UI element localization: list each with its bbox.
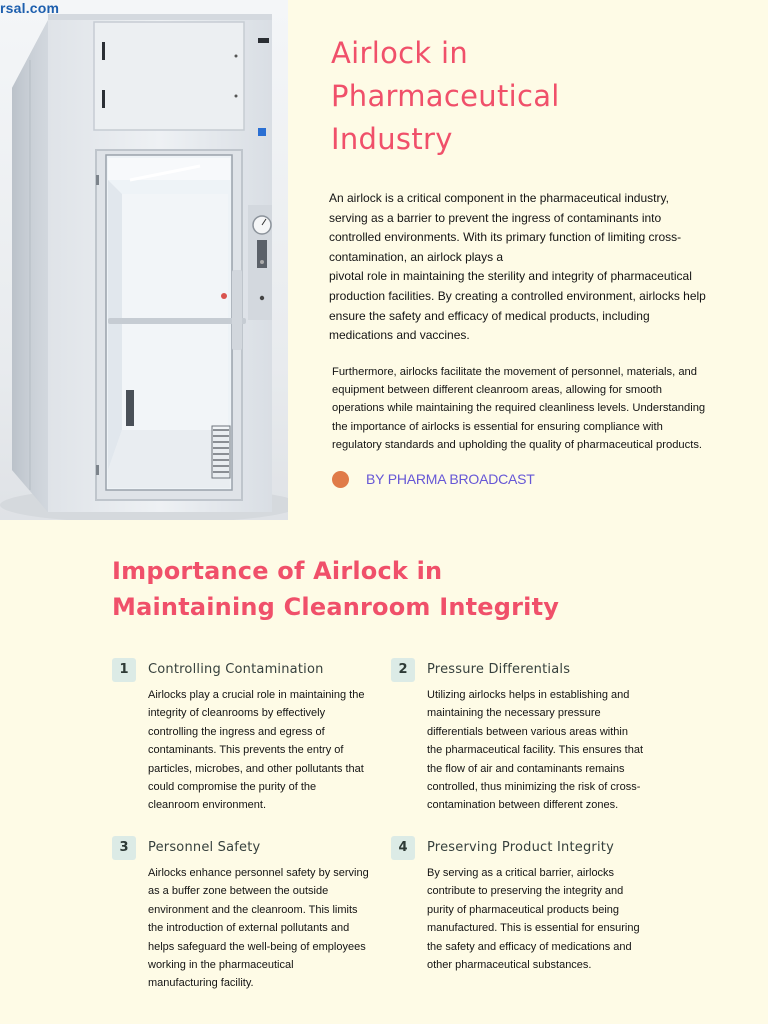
card-heading: Pressure Differentials xyxy=(427,662,571,677)
text-line: particles, microbes, and other pollutants that xyxy=(148,762,364,775)
second-paragraph xyxy=(332,363,732,454)
text-line: equipment between different cleanroom areas, allowing for smooth xyxy=(332,384,663,397)
text-line: working in the pharmaceutical xyxy=(148,959,294,972)
text-line: serving as a barrier to prevent the ingress of contaminants into xyxy=(329,210,662,225)
text-line: controlled, thus minimizing the risk of cross- xyxy=(427,781,641,794)
text-line: the safety and efficacy of medications and xyxy=(427,940,632,953)
text-line: contaminants. This prevents the entry of xyxy=(148,744,344,757)
text-line: contamination, an airlock plays a xyxy=(329,249,504,264)
text-line: environment and the cleanroom. This limits xyxy=(148,903,358,916)
page-title-line: Industry xyxy=(331,122,453,156)
number-badge: 2 xyxy=(391,658,415,682)
card-body xyxy=(427,864,677,974)
section-title-line: Importance of Airlock in xyxy=(112,557,443,585)
page-title-line: Airlock in xyxy=(331,36,469,70)
section-title xyxy=(112,553,732,625)
number-badge: 1 xyxy=(112,658,136,682)
text-line: the flow of air and contaminants remains xyxy=(427,762,625,775)
number-badge: 3 xyxy=(112,836,136,860)
card-body xyxy=(148,864,398,993)
text-line: manufactured. This is essential for ensuring xyxy=(427,922,640,935)
text-line: the pharmaceutical facility. This ensures that xyxy=(427,744,644,757)
text-line: the introduction of external pollutants and xyxy=(148,922,350,935)
card-heading: Preserving Product Integrity xyxy=(427,840,614,855)
text-line: could compromise the purity of the xyxy=(148,781,317,794)
text-line: medications and vaccines. xyxy=(329,328,470,343)
text-line: helps safeguard the well-being of employees xyxy=(148,940,366,953)
text-line: Furthermore, airlocks facilitate the movement of personnel, materials, and xyxy=(332,366,697,378)
card-heading: Controlling Contamination xyxy=(148,662,324,677)
byline-text: BY PHARMA BROADCAST xyxy=(366,471,535,487)
text-line: cleanroom environment. xyxy=(148,799,267,812)
text-line: operations while maintaining the required cleanliness levels. Understanding xyxy=(332,402,706,415)
section-title-line: Maintaining Cleanroom Integrity xyxy=(112,593,560,621)
byline xyxy=(332,469,535,489)
text-line: integrity of cleanrooms by effectively xyxy=(148,707,326,720)
text-line: as a buffer zone between the outside xyxy=(148,885,329,898)
feature-card-preserving-product-integrity xyxy=(398,838,677,974)
card-body xyxy=(427,686,677,815)
feature-card-controlling-contamination xyxy=(119,660,398,815)
card-heading: Personnel Safety xyxy=(148,840,261,855)
text-line: contamination between different zones. xyxy=(427,799,619,812)
feature-card-personnel-safety xyxy=(119,838,398,993)
text-line: Airlocks play a crucial role in maintaining the xyxy=(148,689,365,701)
text-line: regulatory standards and upholding the quality of pharmaceutical products. xyxy=(332,438,703,451)
text-line: contribute to preserving the integrity and xyxy=(427,885,624,898)
page-title xyxy=(331,32,751,161)
text-line: controlling the ingress and egress of xyxy=(148,725,325,738)
bullet-dot-icon xyxy=(332,471,349,488)
number-badge: 4 xyxy=(391,836,415,860)
text-line: Airlocks enhance personnel safety by serving xyxy=(148,867,369,879)
text-line: the importance of airlocks is essential for ensuring compliance with xyxy=(332,420,663,433)
text-line: ensure the safety and efficacy of medical products, including xyxy=(329,308,650,323)
text-line: other pharmaceutical substances. xyxy=(427,959,592,972)
watermark-url: rsal.com xyxy=(0,0,60,16)
text-line: By serving as a critical barrier, airlocks xyxy=(427,867,615,879)
text-line: An airlock is a critical component in the pharmaceutical industry, xyxy=(329,191,669,205)
text-line: pivotal role in maintaining the sterility and integrity of pharmaceutical xyxy=(329,269,692,284)
text-line: differentials between various areas within xyxy=(427,725,628,738)
text-line: production facilities. By creating a controlled environment, airlocks help xyxy=(329,288,706,303)
text-line: purity of pharmaceutical products being xyxy=(427,903,619,916)
airlock-product-photo xyxy=(0,0,288,520)
card-body xyxy=(148,686,398,815)
text-line: Utilizing airlocks helps in establishing and xyxy=(427,689,630,701)
text-line: controlled environments. With its primary function of limiting cross- xyxy=(329,230,682,245)
airlock-cabinet-illustration xyxy=(0,0,288,520)
text-line: manufacturing facility. xyxy=(148,977,254,990)
text-line: maintaining the necessary pressure xyxy=(427,707,601,720)
intro-paragraph xyxy=(329,189,729,346)
feature-card-pressure-differentials xyxy=(398,660,677,815)
page-title-line: Pharmaceutical xyxy=(331,79,560,113)
